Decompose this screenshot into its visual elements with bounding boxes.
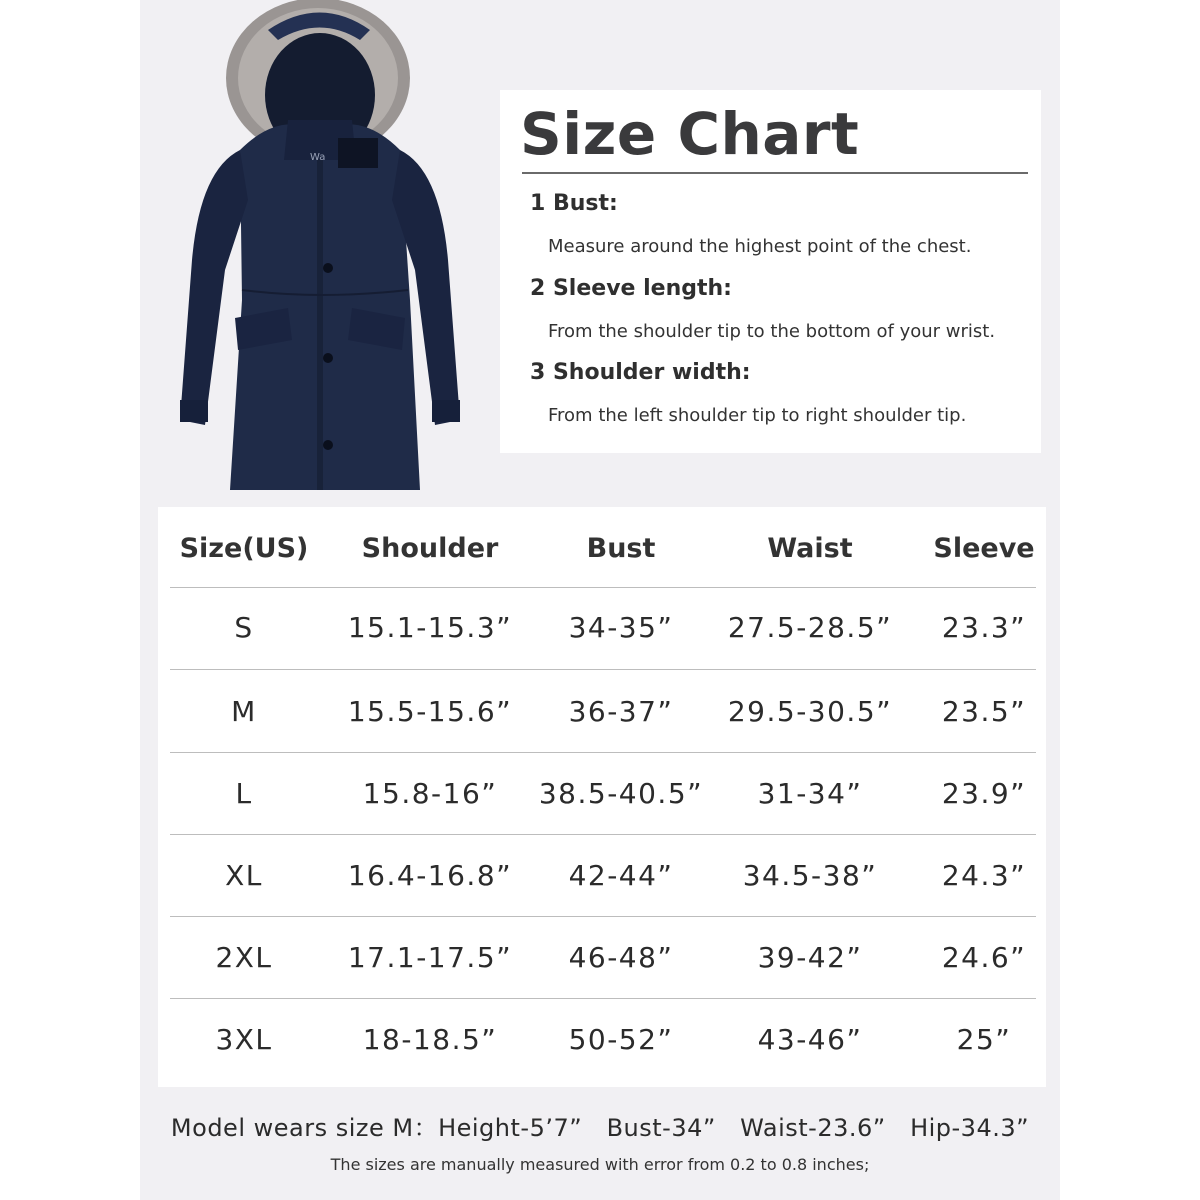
product-image xyxy=(170,0,470,500)
sleeve-description: From the shoulder tip to the bottom of your wrist. xyxy=(548,321,996,342)
table-cell-shoulder: 15.1-15.3” xyxy=(347,611,513,644)
row-divider xyxy=(170,916,1036,917)
table-cell-sleeve: 23.5” xyxy=(941,695,1027,728)
table-cell-size: M xyxy=(231,695,257,728)
table-cell-bust: 36-37” xyxy=(568,695,674,728)
table-cell-size: S xyxy=(234,611,254,644)
table-cell-shoulder: 18-18.5” xyxy=(362,1023,498,1056)
measurement-guide xyxy=(500,90,1041,453)
table-cell-bust: 34-35” xyxy=(568,611,674,644)
table-cell-waist: 29.5-30.5” xyxy=(727,695,893,728)
table-cell-waist: 31-34” xyxy=(757,777,863,810)
table-cell-size: XL xyxy=(225,859,263,892)
header-waist: Waist xyxy=(767,533,853,564)
table-cell-shoulder: 17.1-17.5” xyxy=(347,941,513,974)
table-cell-size: 2XL xyxy=(215,941,273,974)
table-cell-size: 3XL xyxy=(215,1023,273,1056)
measurement-footnote: The sizes are manually measured with error from 0.2 to 0.8 inches; xyxy=(330,1155,870,1174)
title-divider xyxy=(522,172,1028,174)
row-divider xyxy=(170,834,1036,835)
header-sleeve: Sleeve xyxy=(933,533,1035,564)
bust-heading: 1 Bust: xyxy=(530,191,618,216)
table-cell-bust: 50-52” xyxy=(568,1023,674,1056)
table-cell-size: L xyxy=(235,777,253,810)
size-table xyxy=(158,507,1046,1087)
table-cell-waist: 27.5-28.5” xyxy=(727,611,893,644)
table-cell-shoulder: 15.5-15.6” xyxy=(347,695,513,728)
table-cell-sleeve: 25” xyxy=(956,1023,1012,1056)
table-cell-waist: 39-42” xyxy=(757,941,863,974)
header-shoulder: Shoulder xyxy=(361,533,499,564)
table-cell-sleeve: 23.9” xyxy=(941,777,1027,810)
header-bust: Bust xyxy=(586,533,656,564)
table-cell-bust: 46-48” xyxy=(568,941,674,974)
table-cell-bust: 42-44” xyxy=(568,859,674,892)
header-size: Size(US) xyxy=(179,533,309,564)
table-cell-sleeve: 24.3” xyxy=(941,859,1027,892)
row-divider xyxy=(170,998,1036,999)
table-cell-bust: 38.5-40.5” xyxy=(538,777,704,810)
table-cell-waist: 34.5-38” xyxy=(742,859,878,892)
table-cell-sleeve: 24.6” xyxy=(941,941,1027,974)
row-divider xyxy=(170,752,1036,753)
table-cell-waist: 43-46” xyxy=(757,1023,863,1056)
model-size-note: Model wears size M：Height-5’7” Bust-34” Waist-23.6” Hip-34.3” xyxy=(170,1114,1030,1142)
bust-description: Measure around the highest point of the chest. xyxy=(548,236,972,257)
parka-illustration xyxy=(170,0,470,500)
row-divider xyxy=(170,669,1036,670)
shoulder-description: From the left shoulder tip to right shoulder tip. xyxy=(548,405,967,426)
page-title: Size Chart xyxy=(520,100,860,168)
shoulder-heading: 3 Shoulder width: xyxy=(530,360,751,385)
brand-logo: Wa xyxy=(310,152,326,163)
table-cell-shoulder: 15.8-16” xyxy=(362,777,498,810)
table-cell-shoulder: 16.4-16.8” xyxy=(347,859,513,892)
table-cell-sleeve: 23.3” xyxy=(941,611,1027,644)
row-divider xyxy=(170,587,1036,588)
sleeve-heading: 2 Sleeve length: xyxy=(530,276,732,301)
